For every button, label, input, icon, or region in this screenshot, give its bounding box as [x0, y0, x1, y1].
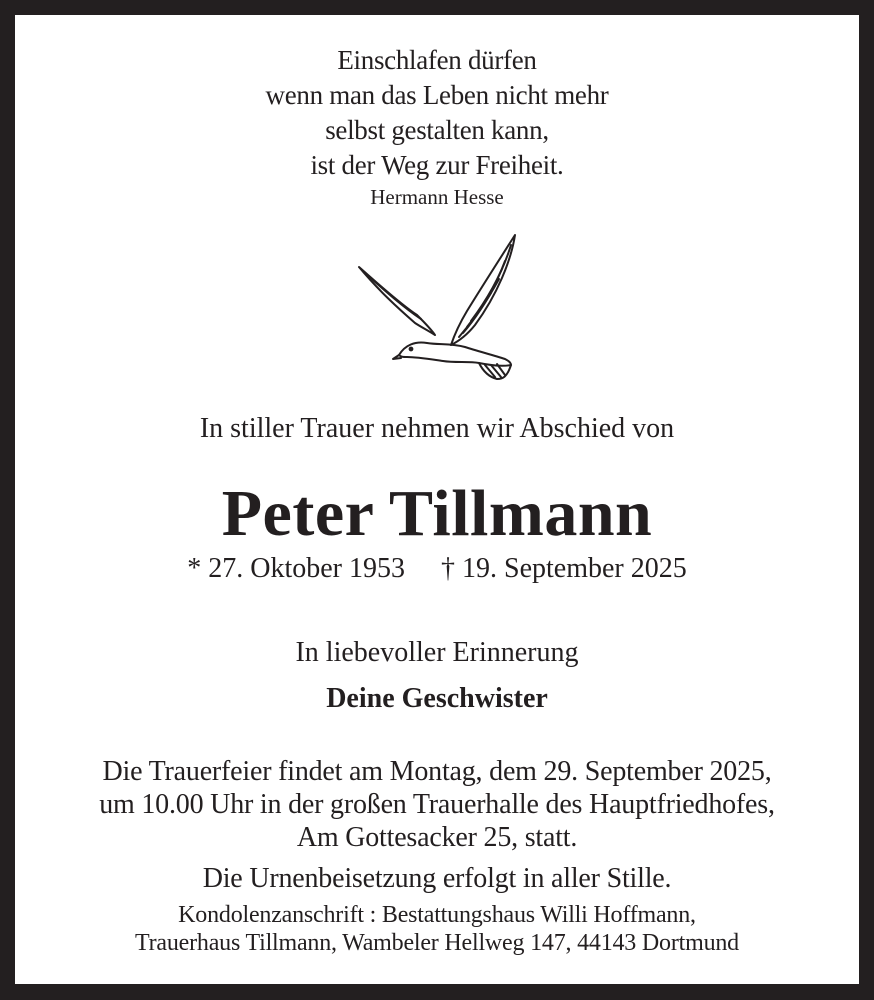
- quote-line: ist der Weg zur Freiheit.: [310, 150, 564, 180]
- signers: Deine Geschwister: [326, 683, 548, 714]
- memory-text: In liebevoller Erinnerung: [295, 637, 579, 668]
- obituary-card: [15, 15, 859, 984]
- condolence-line: Trauerhaus Tillmann, Wambeler Hellweg 147, 44143 Dortmund: [135, 930, 739, 956]
- life-dates: [15, 555, 859, 583]
- quote-line: Einschlafen dürfen: [337, 45, 537, 75]
- condolence-line: Kondolenzanschrift : Bestattungshaus Willi Hoffmann,: [178, 902, 696, 928]
- quote-line: selbst gestalten kann,: [325, 115, 549, 145]
- death-date: † 19. September 2025: [441, 553, 687, 584]
- dove-icon: [355, 231, 523, 383]
- deceased-name: Peter Tillmann: [221, 477, 653, 550]
- quote-author: Hermann Hesse: [370, 185, 504, 209]
- birth-date: * 27. Oktober 1953: [187, 553, 405, 584]
- quote-line: wenn man das Leben nicht mehr: [265, 80, 609, 110]
- service-line: Die Trauerfeier findet am Montag, dem 29. September 2025,: [102, 756, 772, 787]
- service-line: Am Gottesacker 25, statt.: [296, 822, 578, 853]
- service-line: um 10.00 Uhr in der großen Trauerhalle des Hauptfriedhofes,: [99, 789, 775, 820]
- urn-burial-text: Die Urnenbeisetzung erfolgt in aller Stille.: [202, 863, 672, 894]
- intro-text: In stiller Trauer nehmen wir Abschied von: [199, 413, 675, 444]
